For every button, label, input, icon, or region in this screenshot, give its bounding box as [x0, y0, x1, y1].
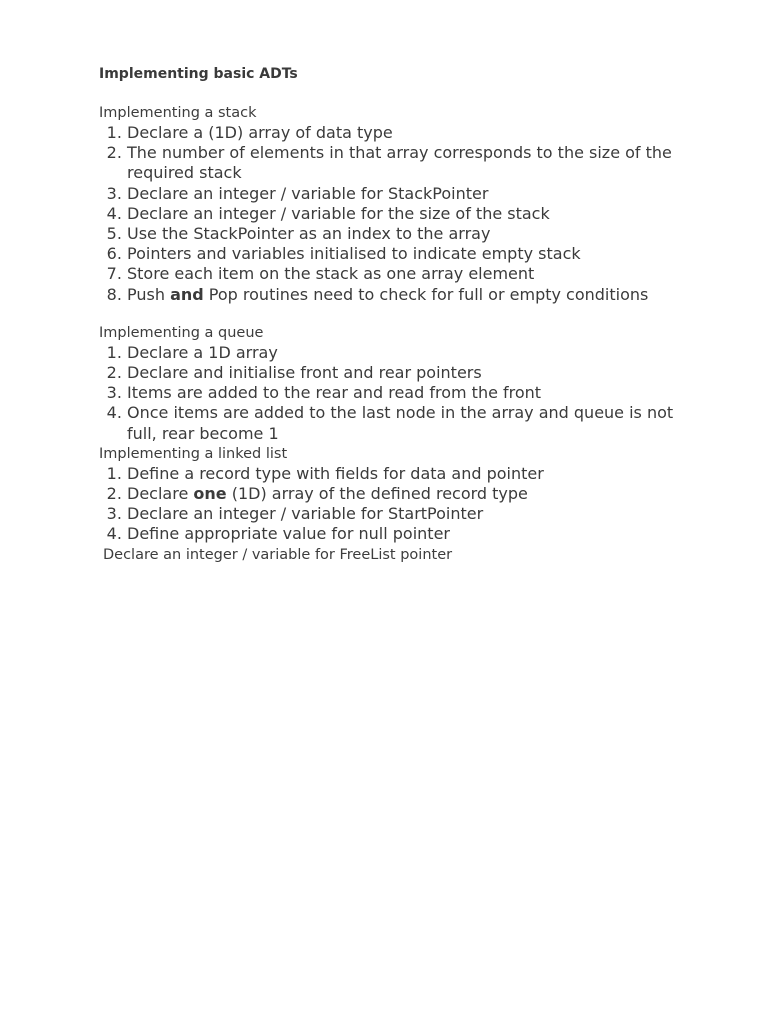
- linked-list-trailing-note: Declare an integer / variable for FreeList pointer: [103, 546, 453, 563]
- item-text: Push: [127, 284, 171, 304]
- queue-section-heading: Implementing a queue: [99, 324, 264, 341]
- list-item: 3. Declare an integer / variable for StackPointer: [127, 184, 699, 204]
- list-item: 4. Define appropriate value for null pointer: [127, 524, 699, 544]
- list-item: 1. Define a record type with fields for data and pointer: [127, 464, 699, 484]
- list-item: 1. Declare a (1D) array of data type: [127, 123, 699, 143]
- list-item: 3. Declare an integer / variable for StartPointer: [127, 504, 699, 524]
- list-item: [127, 484, 699, 504]
- linked-list-steps-list: [99, 464, 699, 545]
- document-title: Implementing basic ADTs: [99, 66, 298, 82]
- list-item: 4. Once items are added to the last node in the array and queue is not full, rear become 1: [127, 403, 699, 443]
- item-text: (1D) array of the defined record type: [226, 484, 528, 504]
- stack-steps-list: [99, 123, 699, 305]
- list-item: 5. Use the StackPointer as an index to the array: [127, 224, 699, 244]
- document-page: [99, 64, 699, 565]
- list-item: 6. Pointers and variables initialised to indicate empty stack: [127, 244, 699, 264]
- queue-steps-list: [99, 343, 699, 444]
- list-item: 1. Declare a 1D array: [127, 343, 699, 363]
- item-text: Declare: [127, 484, 194, 504]
- list-item: 2. The number of elements in that array corresponds to the size of the required stack: [127, 143, 699, 183]
- stack-section-heading: Implementing a stack: [99, 105, 257, 121]
- linked-list-section-heading: Implementing a linked list: [99, 445, 288, 462]
- emphasis-text: and: [170, 284, 204, 304]
- item-text: Pop routines need to check for full or empty conditions: [203, 284, 649, 304]
- list-item: 2. Declare and initialise front and rear pointers: [127, 363, 699, 383]
- list-item: 4. Declare an integer / variable for the size of the stack: [127, 204, 699, 224]
- emphasis-text: one: [193, 484, 227, 504]
- list-item: 7. Store each item on the stack as one array element: [127, 264, 699, 284]
- list-item: 3. Items are added to the rear and read from the front: [127, 383, 699, 403]
- list-item: [127, 285, 699, 305]
